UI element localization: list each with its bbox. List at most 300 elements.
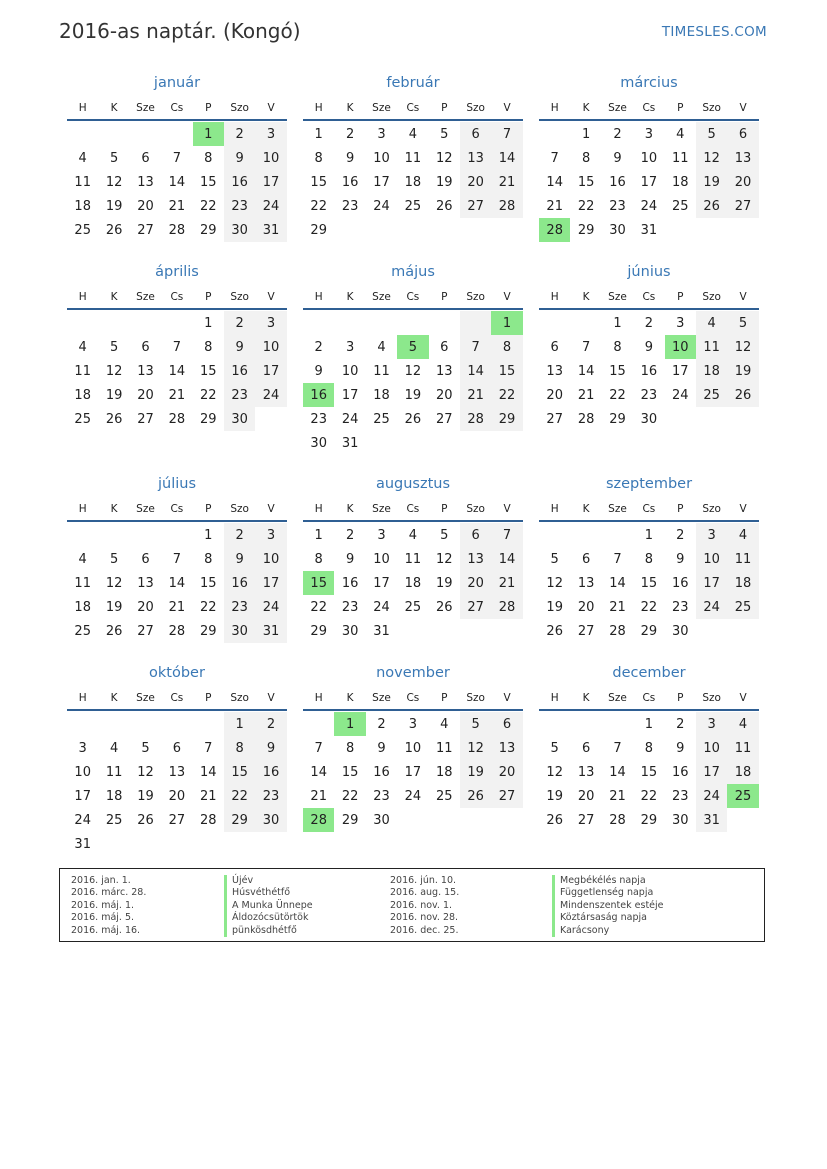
day-cell[interactable]: 4 (440, 716, 449, 732)
day-cell[interactable]: 9 (255, 736, 286, 760)
day-cell[interactable]: 28 (491, 595, 522, 619)
holiday-day-cell[interactable]: 1 (491, 311, 522, 335)
day-cell[interactable]: 14 (199, 764, 217, 780)
day-cell[interactable]: 18 (404, 174, 422, 190)
day-cell[interactable]: 28 (609, 623, 626, 639)
day-cell[interactable]: 21 (460, 383, 491, 407)
day-cell[interactable]: 27 (137, 623, 154, 639)
day-cell[interactable]: 22 (224, 784, 255, 808)
day-cell[interactable]: 28 (577, 411, 595, 427)
day-cell[interactable]: 22 (341, 788, 359, 804)
day-cell[interactable]: 29 (491, 407, 522, 431)
day-cell[interactable]: 2 (224, 523, 255, 547)
day-cell[interactable]: 25 (727, 595, 758, 619)
day-cell[interactable]: 19 (696, 170, 727, 194)
day-cell[interactable]: 26 (460, 784, 491, 808)
day-cell[interactable]: 17 (341, 387, 359, 403)
day-cell[interactable]: 10 (404, 740, 422, 756)
day-cell[interactable]: 16 (671, 575, 689, 591)
day-cell[interactable]: 1 (314, 126, 323, 142)
day-cell[interactable]: 3 (676, 315, 685, 331)
day-cell[interactable]: 19 (105, 198, 123, 214)
day-cell[interactable]: 16 (224, 359, 255, 383)
day-cell[interactable]: 28 (199, 812, 217, 828)
day-cell[interactable]: 31 (696, 808, 727, 832)
day-cell[interactable]: 2 (345, 126, 355, 142)
day-cell[interactable]: 27 (727, 194, 758, 218)
day-cell[interactable]: 11 (373, 363, 390, 379)
day-cell[interactable]: 26 (546, 623, 563, 639)
day-cell[interactable]: 8 (204, 150, 213, 166)
day-cell[interactable]: 29 (310, 623, 327, 639)
day-cell[interactable]: 16 (224, 571, 255, 595)
day-cell[interactable]: 25 (373, 411, 390, 427)
day-cell[interactable]: 8 (644, 740, 653, 756)
day-cell[interactable]: 21 (168, 599, 186, 615)
day-cell[interactable]: 30 (255, 808, 286, 832)
day-cell[interactable]: 19 (727, 359, 758, 383)
day-cell[interactable]: 9 (613, 150, 622, 166)
day-cell[interactable]: 10 (74, 764, 91, 780)
day-cell[interactable]: 8 (314, 150, 323, 166)
holiday-day-cell[interactable]: 25 (727, 784, 758, 808)
day-cell[interactable]: 1 (224, 712, 255, 736)
day-cell[interactable]: 9 (345, 150, 355, 166)
day-cell[interactable]: 12 (105, 363, 123, 379)
day-cell[interactable]: 4 (408, 126, 417, 142)
day-cell[interactable]: 12 (435, 150, 453, 166)
day-cell[interactable]: 11 (105, 764, 123, 780)
day-cell[interactable]: 5 (440, 126, 449, 142)
day-cell[interactable]: 5 (109, 339, 119, 355)
day-cell[interactable]: 24 (373, 198, 390, 214)
day-cell[interactable]: 22 (310, 599, 327, 615)
day-cell[interactable]: 26 (727, 383, 758, 407)
day-cell[interactable]: 6 (172, 740, 181, 756)
day-cell[interactable]: 23 (255, 784, 286, 808)
day-cell[interactable]: 6 (460, 523, 491, 547)
day-cell[interactable]: 2 (377, 716, 386, 732)
day-cell[interactable]: 29 (640, 812, 658, 828)
day-cell[interactable]: 29 (199, 623, 217, 639)
day-cell[interactable]: 8 (204, 339, 213, 355)
day-cell[interactable]: 9 (676, 740, 685, 756)
day-cell[interactable]: 10 (255, 146, 286, 170)
day-cell[interactable]: 19 (105, 387, 123, 403)
day-cell[interactable]: 6 (141, 150, 150, 166)
day-cell[interactable]: 29 (640, 623, 658, 639)
day-cell[interactable]: 7 (613, 551, 622, 567)
day-cell[interactable]: 13 (435, 363, 453, 379)
day-cell[interactable]: 20 (460, 170, 491, 194)
holiday-day-cell[interactable]: 1 (193, 122, 224, 146)
day-cell[interactable]: 21 (609, 788, 626, 804)
day-cell[interactable]: 20 (435, 387, 453, 403)
day-cell[interactable]: 23 (341, 599, 359, 615)
holiday-day-cell[interactable]: 1 (334, 712, 365, 736)
day-cell[interactable]: 13 (546, 363, 563, 379)
day-cell[interactable]: 16 (373, 764, 390, 780)
day-cell[interactable]: 16 (671, 764, 689, 780)
day-cell[interactable]: 19 (105, 599, 123, 615)
day-cell[interactable]: 11 (74, 363, 91, 379)
day-cell[interactable]: 15 (640, 575, 658, 591)
day-cell[interactable]: 9 (314, 363, 323, 379)
day-cell[interactable]: 24 (404, 788, 422, 804)
day-cell[interactable]: 17 (373, 174, 390, 190)
day-cell[interactable]: 30 (373, 812, 390, 828)
day-cell[interactable]: 3 (644, 126, 653, 142)
day-cell[interactable]: 25 (74, 411, 91, 427)
day-cell[interactable]: 29 (199, 411, 217, 427)
day-cell[interactable]: 5 (440, 527, 449, 543)
day-cell[interactable]: 24 (640, 198, 658, 214)
day-cell[interactable]: 21 (491, 571, 522, 595)
day-cell[interactable]: 15 (199, 575, 217, 591)
day-cell[interactable]: 21 (546, 198, 563, 214)
day-cell[interactable]: 18 (696, 359, 727, 383)
day-cell[interactable]: 10 (640, 150, 658, 166)
day-cell[interactable]: 30 (609, 222, 626, 238)
day-cell[interactable]: 28 (168, 623, 186, 639)
day-cell[interactable]: 22 (199, 198, 217, 214)
day-cell[interactable]: 21 (491, 170, 522, 194)
day-cell[interactable]: 18 (74, 599, 91, 615)
day-cell[interactable]: 7 (491, 523, 522, 547)
day-cell[interactable]: 22 (640, 599, 658, 615)
day-cell[interactable]: 26 (137, 812, 154, 828)
day-cell[interactable]: 6 (440, 339, 449, 355)
day-cell[interactable]: 11 (435, 740, 453, 756)
day-cell[interactable]: 6 (550, 339, 559, 355)
day-cell[interactable]: 4 (78, 551, 87, 567)
day-cell[interactable]: 11 (727, 736, 758, 760)
day-cell[interactable]: 14 (577, 363, 595, 379)
day-cell[interactable]: 25 (435, 788, 453, 804)
day-cell[interactable]: 15 (609, 363, 626, 379)
day-cell[interactable]: 27 (546, 411, 563, 427)
day-cell[interactable]: 4 (377, 339, 386, 355)
day-cell[interactable]: 9 (644, 339, 653, 355)
day-cell[interactable]: 21 (609, 599, 626, 615)
day-cell[interactable]: 24 (74, 812, 91, 828)
day-cell[interactable]: 14 (460, 359, 491, 383)
day-cell[interactable]: 7 (550, 150, 559, 166)
day-cell[interactable]: 23 (310, 411, 327, 427)
holiday-day-cell[interactable]: 28 (539, 218, 570, 242)
day-cell[interactable]: 24 (255, 595, 286, 619)
day-cell[interactable]: 15 (577, 174, 595, 190)
day-cell[interactable]: 16 (341, 174, 359, 190)
day-cell[interactable]: 23 (671, 788, 689, 804)
day-cell[interactable]: 9 (676, 551, 685, 567)
day-cell[interactable]: 17 (696, 571, 727, 595)
day-cell[interactable]: 21 (168, 387, 186, 403)
day-cell[interactable]: 15 (310, 174, 327, 190)
day-cell[interactable]: 30 (671, 623, 689, 639)
day-cell[interactable]: 31 (373, 623, 390, 639)
day-cell[interactable]: 22 (491, 383, 522, 407)
day-cell[interactable]: 23 (640, 387, 658, 403)
day-cell[interactable]: 15 (199, 363, 217, 379)
day-cell[interactable]: 19 (435, 575, 453, 591)
day-cell[interactable]: 6 (460, 122, 491, 146)
day-cell[interactable]: 26 (546, 812, 563, 828)
day-cell[interactable]: 12 (460, 736, 491, 760)
day-cell[interactable]: 18 (435, 764, 453, 780)
day-cell[interactable]: 27 (137, 222, 154, 238)
day-cell[interactable]: 5 (550, 740, 559, 756)
day-cell[interactable]: 11 (404, 551, 422, 567)
day-cell[interactable]: 24 (255, 194, 286, 218)
day-cell[interactable]: 28 (491, 194, 522, 218)
day-cell[interactable]: 17 (255, 359, 286, 383)
day-cell[interactable]: 6 (141, 551, 150, 567)
day-cell[interactable]: 22 (199, 599, 217, 615)
holiday-day-cell[interactable]: 5 (397, 335, 428, 359)
day-cell[interactable]: 5 (109, 551, 119, 567)
day-cell[interactable]: 10 (341, 363, 359, 379)
day-cell[interactable]: 31 (74, 836, 91, 852)
day-cell[interactable]: 5 (141, 740, 150, 756)
day-cell[interactable]: 15 (341, 764, 359, 780)
holiday-day-cell[interactable]: 15 (303, 571, 334, 595)
day-cell[interactable]: 28 (168, 222, 186, 238)
day-cell[interactable]: 20 (137, 599, 154, 615)
day-cell[interactable]: 20 (577, 788, 595, 804)
day-cell[interactable]: 15 (491, 359, 522, 383)
day-cell[interactable]: 29 (224, 808, 255, 832)
day-cell[interactable]: 12 (727, 335, 758, 359)
day-cell[interactable]: 15 (640, 764, 658, 780)
day-cell[interactable]: 14 (168, 363, 186, 379)
day-cell[interactable]: 22 (310, 198, 327, 214)
day-cell[interactable]: 27 (137, 411, 154, 427)
day-cell[interactable]: 28 (609, 812, 626, 828)
day-cell[interactable]: 25 (105, 812, 123, 828)
day-cell[interactable]: 23 (609, 198, 626, 214)
day-cell[interactable]: 11 (74, 575, 91, 591)
day-cell[interactable]: 30 (671, 812, 689, 828)
day-cell[interactable]: 15 (199, 174, 217, 190)
day-cell[interactable]: 13 (137, 174, 154, 190)
day-cell[interactable]: 30 (640, 411, 658, 427)
day-cell[interactable]: 18 (727, 571, 758, 595)
day-cell[interactable]: 9 (224, 146, 255, 170)
day-cell[interactable]: 4 (727, 523, 758, 547)
day-cell[interactable]: 25 (74, 222, 91, 238)
day-cell[interactable]: 8 (581, 150, 591, 166)
day-cell[interactable]: 10 (373, 551, 390, 567)
day-cell[interactable]: 10 (255, 547, 286, 571)
day-cell[interactable]: 6 (141, 339, 150, 355)
day-cell[interactable]: 17 (373, 575, 390, 591)
day-cell[interactable]: 12 (435, 551, 453, 567)
day-cell[interactable]: 5 (696, 122, 727, 146)
day-cell[interactable]: 25 (696, 383, 727, 407)
day-cell[interactable]: 23 (671, 599, 689, 615)
day-cell[interactable]: 18 (74, 198, 91, 214)
day-cell[interactable]: 12 (105, 575, 123, 591)
day-cell[interactable]: 8 (314, 551, 323, 567)
day-cell[interactable]: 19 (435, 174, 453, 190)
day-cell[interactable]: 29 (609, 411, 626, 427)
day-cell[interactable]: 4 (109, 740, 119, 756)
day-cell[interactable]: 31 (255, 218, 286, 242)
day-cell[interactable]: 1 (314, 527, 323, 543)
day-cell[interactable]: 5 (550, 551, 559, 567)
day-cell[interactable]: 13 (491, 736, 522, 760)
day-cell[interactable]: 1 (644, 716, 653, 732)
day-cell[interactable]: 22 (199, 387, 217, 403)
day-cell[interactable]: 8 (644, 551, 653, 567)
day-cell[interactable]: 17 (404, 764, 422, 780)
day-cell[interactable]: 11 (671, 150, 689, 166)
day-cell[interactable]: 26 (404, 411, 422, 427)
day-cell[interactable]: 30 (224, 407, 255, 431)
day-cell[interactable]: 4 (676, 126, 685, 142)
day-cell[interactable]: 23 (373, 788, 390, 804)
day-cell[interactable]: 20 (546, 387, 563, 403)
day-cell[interactable]: 27 (460, 194, 491, 218)
day-cell[interactable]: 10 (696, 736, 727, 760)
day-cell[interactable]: 21 (168, 198, 186, 214)
holiday-day-cell[interactable]: 10 (665, 335, 696, 359)
day-cell[interactable]: 6 (581, 551, 591, 567)
day-cell[interactable]: 17 (696, 760, 727, 784)
day-cell[interactable]: 5 (727, 311, 758, 335)
day-cell[interactable]: 13 (577, 575, 595, 591)
day-cell[interactable]: 3 (255, 122, 286, 146)
day-cell[interactable]: 12 (546, 575, 563, 591)
day-cell[interactable]: 6 (491, 712, 522, 736)
day-cell[interactable]: 7 (314, 740, 323, 756)
day-cell[interactable]: 1 (204, 527, 213, 543)
day-cell[interactable]: 4 (696, 311, 727, 335)
day-cell[interactable]: 24 (671, 387, 689, 403)
day-cell[interactable]: 23 (224, 383, 255, 407)
day-cell[interactable]: 18 (671, 174, 689, 190)
day-cell[interactable]: 14 (491, 146, 522, 170)
day-cell[interactable]: 7 (613, 740, 622, 756)
day-cell[interactable]: 12 (105, 174, 123, 190)
day-cell[interactable]: 7 (491, 122, 522, 146)
day-cell[interactable]: 31 (341, 435, 359, 451)
day-cell[interactable]: 17 (255, 571, 286, 595)
day-cell[interactable]: 26 (696, 194, 727, 218)
day-cell[interactable]: 12 (546, 764, 563, 780)
day-cell[interactable]: 3 (377, 126, 386, 142)
day-cell[interactable]: 14 (491, 547, 522, 571)
day-cell[interactable]: 30 (224, 619, 255, 643)
day-cell[interactable]: 16 (255, 760, 286, 784)
day-cell[interactable]: 24 (696, 595, 727, 619)
day-cell[interactable]: 5 (109, 150, 119, 166)
day-cell[interactable]: 7 (172, 551, 181, 567)
day-cell[interactable]: 21 (199, 788, 217, 804)
day-cell[interactable]: 1 (613, 315, 622, 331)
day-cell[interactable]: 26 (105, 411, 123, 427)
day-cell[interactable]: 25 (404, 198, 422, 214)
day-cell[interactable]: 14 (609, 575, 626, 591)
day-cell[interactable]: 2 (345, 527, 355, 543)
day-cell[interactable]: 4 (408, 527, 417, 543)
day-cell[interactable]: 2 (613, 126, 622, 142)
day-cell[interactable]: 15 (224, 760, 255, 784)
day-cell[interactable]: 2 (255, 712, 286, 736)
day-cell[interactable]: 27 (577, 623, 595, 639)
day-cell[interactable]: 12 (404, 363, 422, 379)
day-cell[interactable]: 26 (435, 599, 453, 615)
day-cell[interactable]: 27 (435, 411, 453, 427)
day-cell[interactable]: 23 (224, 595, 255, 619)
day-cell[interactable]: 20 (460, 571, 491, 595)
day-cell[interactable]: 26 (105, 222, 123, 238)
day-cell[interactable]: 29 (577, 222, 595, 238)
day-cell[interactable]: 18 (105, 788, 123, 804)
day-cell[interactable]: 30 (310, 435, 327, 451)
day-cell[interactable]: 7 (172, 150, 181, 166)
day-cell[interactable]: 12 (696, 146, 727, 170)
day-cell[interactable]: 21 (577, 387, 595, 403)
day-cell[interactable]: 14 (310, 764, 327, 780)
day-cell[interactable]: 20 (577, 599, 595, 615)
day-cell[interactable]: 17 (74, 788, 91, 804)
day-cell[interactable]: 16 (341, 575, 359, 591)
holiday-day-cell[interactable]: 28 (303, 808, 334, 832)
day-cell[interactable]: 29 (341, 812, 359, 828)
day-cell[interactable]: 20 (491, 760, 522, 784)
day-cell[interactable]: 9 (377, 740, 386, 756)
day-cell[interactable]: 4 (78, 339, 87, 355)
day-cell[interactable]: 8 (491, 335, 522, 359)
day-cell[interactable]: 10 (696, 547, 727, 571)
day-cell[interactable]: 14 (168, 174, 186, 190)
day-cell[interactable]: 14 (609, 764, 626, 780)
day-cell[interactable]: 26 (105, 623, 123, 639)
day-cell[interactable]: 1 (581, 126, 591, 142)
day-cell[interactable]: 17 (671, 363, 689, 379)
brand-logo[interactable]: TIMESLES.COM (661, 24, 767, 40)
day-cell[interactable]: 13 (577, 764, 595, 780)
day-cell[interactable]: 30 (341, 623, 359, 639)
day-cell[interactable]: 2 (224, 122, 255, 146)
day-cell[interactable]: 6 (727, 122, 758, 146)
day-cell[interactable]: 10 (255, 335, 286, 359)
day-cell[interactable]: 28 (168, 411, 186, 427)
day-cell[interactable]: 9 (224, 547, 255, 571)
day-cell[interactable]: 13 (168, 764, 186, 780)
day-cell[interactable]: 13 (727, 146, 758, 170)
day-cell[interactable]: 7 (581, 339, 591, 355)
day-cell[interactable]: 8 (204, 551, 213, 567)
day-cell[interactable]: 17 (640, 174, 658, 190)
day-cell[interactable]: 30 (224, 218, 255, 242)
day-cell[interactable]: 8 (613, 339, 622, 355)
day-cell[interactable]: 8 (345, 740, 355, 756)
day-cell[interactable]: 8 (224, 736, 255, 760)
day-cell[interactable]: 9 (345, 551, 355, 567)
day-cell[interactable]: 22 (577, 198, 595, 214)
day-cell[interactable]: 11 (74, 174, 91, 190)
day-cell[interactable]: 11 (727, 547, 758, 571)
day-cell[interactable]: 19 (546, 788, 563, 804)
day-cell[interactable]: 2 (224, 311, 255, 335)
day-cell[interactable]: 23 (224, 194, 255, 218)
day-cell[interactable]: 3 (696, 712, 727, 736)
day-cell[interactable]: 11 (696, 335, 727, 359)
day-cell[interactable]: 2 (676, 527, 685, 543)
